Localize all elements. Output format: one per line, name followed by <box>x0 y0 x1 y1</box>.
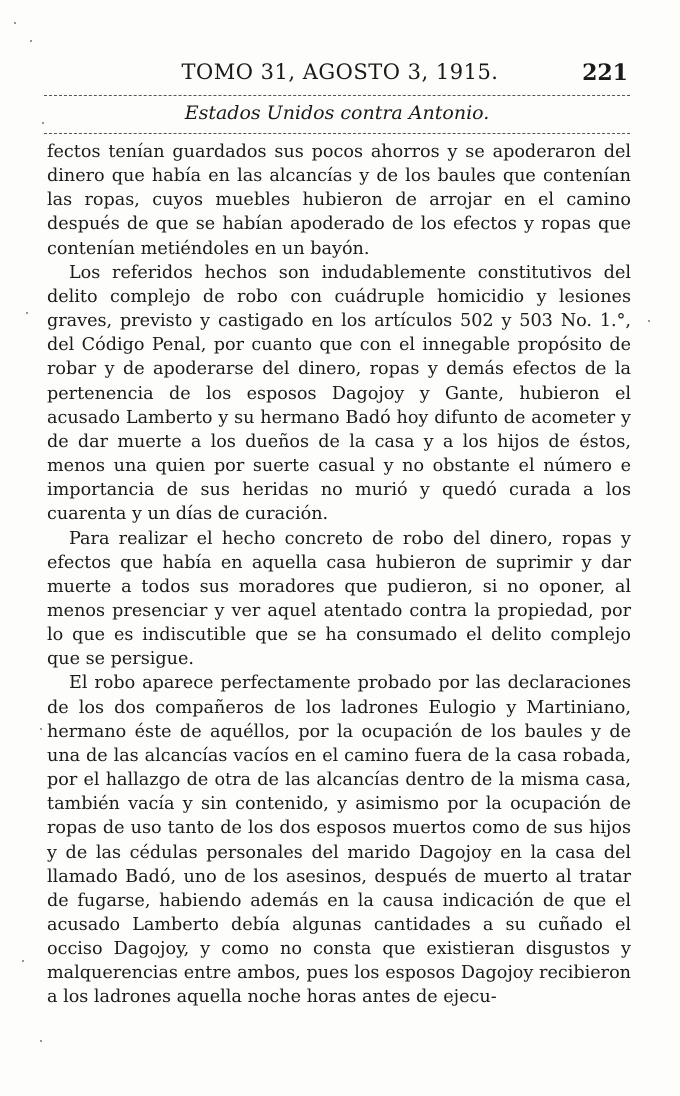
print-speck <box>30 40 32 42</box>
print-speck <box>26 312 28 314</box>
print-speck <box>648 320 650 322</box>
print-speck <box>42 122 44 124</box>
page-number: 221 <box>582 60 628 86</box>
header-divider-top <box>44 95 630 96</box>
print-speck <box>40 728 42 730</box>
paragraph: El robo aparece perfectamente probado por las declaraciones de los dos compañeros de los ladrones Eulogio y Martiniano, hermano éste de aquéllos, por la ocupación de los baules y de una de las alcancías vacíos en el camino fuera de la casa robada, por el hallazgo de otra de las alcancías dentro de la misma casa, también vacía y sin contenido, y asimismo por la ocupación de ropas de uso tanto de los dos esposos muertos como de sus hijos y de las cédulas personales del marido Dagojoy en la casa del llamado Badó, uno de los asesinos, después de muerto al tratar de fugarse, habiendo además en la causa indicación de que el acusado Lamberto debía algunas cantidades a su cuñado el occiso Dagojoy, y como no consta que existieran disgustos y malquerencias entre ambos, pues los esposos Dagojoy recibieron a los ladrones aquella noche horas antes de ejecu- <box>47 673 631 1008</box>
paragraph: Para realizar el hecho concreto de robo del dinero, ropas y efectos que había en aquella casa hubieron de suprimir y dar muerte a todos sus moradores que pudieron, si no oponer, al menos presenciar y ver aquel atentado contra la propiedad, por lo que es indiscutible que se ha consumado el delito complejo que se persigue. <box>47 528 631 670</box>
running-header <box>48 60 632 92</box>
print-speck <box>40 1040 42 1042</box>
header-divider-bottom <box>44 133 630 134</box>
print-speck <box>14 22 16 24</box>
paragraph-continued: fectos tenían guardados sus pocos ahorros y se apoderaron del dinero que había en las alcancías y de los baules que contenían las ropas, cuyos muebles hubieron de arrojar en el camino después de que se habían apoderado de los efectos y ropas que contenían metiéndoles en un bayón. <box>47 142 631 259</box>
paragraph: Los referidos hechos son indudablemente constitutivos del delito complejo de robo con cuádruple homicidio y lesiones graves, previsto y castigado en los artículos 502 y 503 No. 1.°, del Código Penal, por cuanto que con el innegable propósito de robar y de apoderarse del dinero, ropas y demás efectos de la pertenencia de los esposos Dagojoy y Gante, hubieron el acusado Lamberto y su hermano Badó hoy difunto de acometer y de dar muerte a los dueños de la casa y a los hijos de éstos, menos una quien por suerte casual y no obstante el número e importancia de sus heridas no murió y quedó curada a los cuarenta y un días de curación. <box>47 262 631 525</box>
print-speck <box>22 960 24 962</box>
body-text <box>47 140 631 1010</box>
case-title: Estados Unidos contra Antonio. <box>184 102 490 124</box>
running-title: TOMO 31, AGOSTO 3, 1915. <box>181 60 499 84</box>
